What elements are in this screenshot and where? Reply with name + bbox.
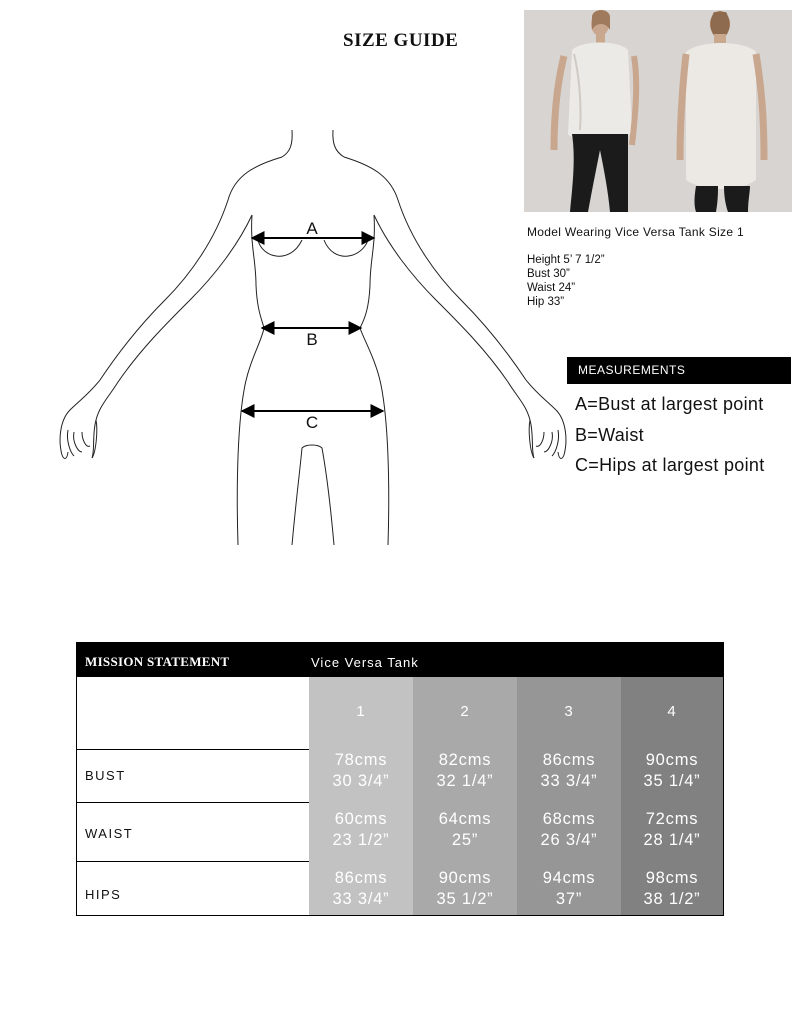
size-table [76,642,724,916]
measurements-header: MEASUREMENTS [567,357,791,384]
table-cell-value: 86cms [542,751,596,769]
table-cell-value: 86cms [334,869,388,887]
table-cell-value: 78cms [334,751,388,769]
table-cell-value: 64cms [438,810,492,828]
table-cell-value: 68cms [542,810,596,828]
table-cell-value: 25” [451,831,479,849]
size-header-3: 3 [564,703,574,720]
row-label-bust: BUST [85,768,126,783]
table-cell-value: 33 3/4” [540,772,598,790]
size-column-4 [621,677,723,915]
table-cell-value: 90cms [645,751,699,769]
model-waist: Waist 24” [527,282,576,294]
label-c: C [305,413,319,432]
table-cell-value: 82cms [438,751,492,769]
table-cell-value: 30 3/4” [332,772,390,790]
table-cell [413,750,517,792]
table-cell-value: 98cms [645,869,699,887]
row-divider [77,861,309,862]
mission-statement-label: MISSION STATEMENT [85,654,230,669]
table-header [77,643,723,677]
table-cell [621,809,723,851]
table-cell [309,750,413,792]
table-cell-value: 60cms [334,810,388,828]
table-cell-value: 33 3/4” [332,890,390,908]
table-cell-value: 23 1/2” [332,831,390,849]
size-header-4: 4 [667,703,677,720]
model-height: Height 5’ 7 1/2” [527,254,605,266]
row-label-waist: WAIST [85,826,134,841]
table-cell [517,809,621,851]
size-column-3 [517,677,621,915]
label-a: A [306,219,318,238]
table-cell-value: 72cms [645,810,699,828]
table-cell [517,750,621,792]
table-cell [517,868,621,910]
table-cell-value: 94cms [542,869,596,887]
table-cell-value: 90cms [438,869,492,887]
model-stats [527,253,605,309]
table-cell-value: 35 1/2” [436,890,494,908]
table-cell-value: 37” [555,890,583,908]
product-name: Vice Versa Tank [311,655,419,670]
measurement-item-c: C=Hips at largest point [575,455,765,475]
table-cell [309,868,413,910]
table-cell [621,868,723,910]
table-cell [309,809,413,851]
table-cell-value: 26 3/4” [540,831,598,849]
size-column-1 [309,677,413,915]
row-divider [77,802,309,803]
size-column-2 [413,677,517,915]
body-measurement-figure [50,120,580,550]
table-cell-value: 32 1/4” [436,772,494,790]
measurement-item-a: A=Bust at largest point [575,394,764,414]
table-cell-value: 35 1/4” [643,772,701,790]
measurements-list [575,392,765,484]
measurement-item-b: B=Waist [575,424,644,445]
row-divider [77,749,309,750]
model-hip: Hip 33” [527,296,565,308]
table-cell [621,750,723,792]
model-caption: Model Wearing Vice Versa Tank Size 1 [527,225,744,239]
model-bust: Bust 30” [527,268,570,280]
size-header-2: 2 [460,703,470,720]
table-cell [413,868,517,910]
row-label-hips: HIPS [85,887,122,902]
table-cell-value: 38 1/2” [643,890,701,908]
label-b: B [306,330,318,349]
table-cell [413,809,517,851]
page-title: SIZE GUIDE [343,30,459,51]
size-header-1: 1 [356,703,366,720]
model-photo [524,10,792,212]
table-cell-value: 28 1/4” [643,831,701,849]
